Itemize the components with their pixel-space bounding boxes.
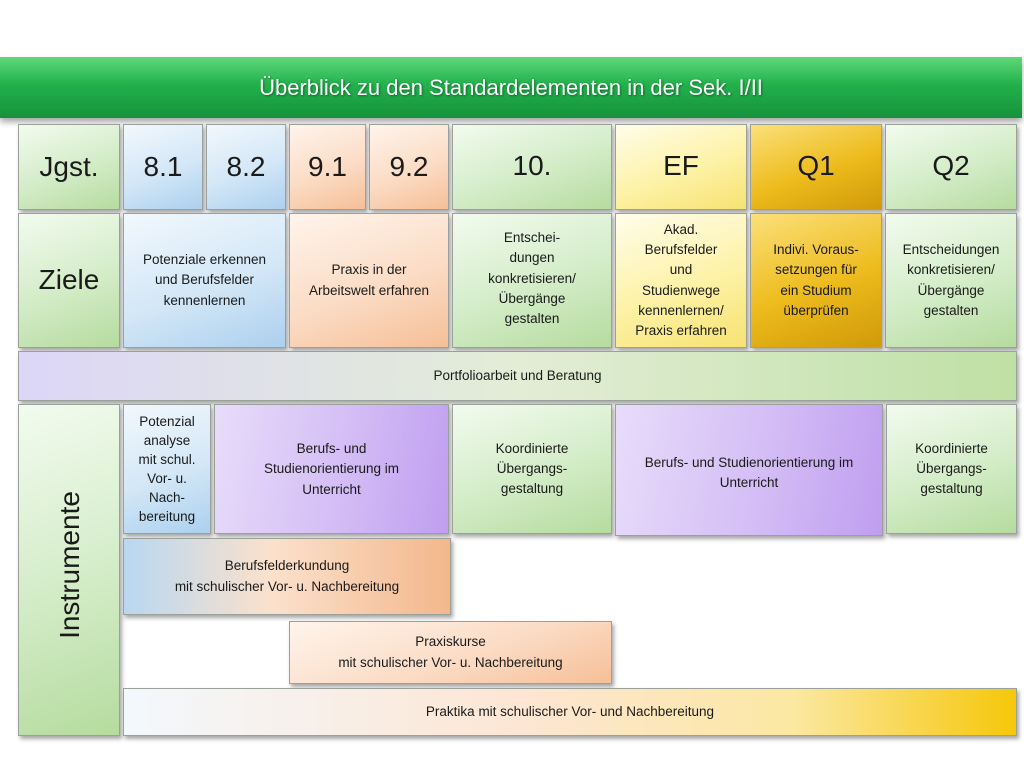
uebergang-q2-box: Koordinierte Übergangs- gestaltung (886, 404, 1017, 534)
grade-q1: Q1 (750, 124, 882, 210)
instrumente-label: Instrumente (54, 491, 85, 639)
row-label-instrumente (18, 404, 120, 736)
berufsfelderkundung-box: Berufsfelderkundung mit schulischer Vor- u. Nachbereitung (123, 538, 451, 615)
bso-sek2-box: Berufs- und Studienorientierung im Unterricht (615, 404, 883, 536)
row-label-jgst: Jgst. (18, 124, 120, 210)
potenzialanalyse-box: Potenzial analyse mit schul. Vor- u. Nach- bereitung (123, 404, 211, 534)
portfolio-bar: Portfolioarbeit und Beratung (18, 351, 1017, 401)
praktika-bar: Praktika mit schulischer Vor- und Nachbereitung (123, 688, 1017, 736)
grade-8-1: 8.1 (123, 124, 203, 210)
ziel-ef: Akad. Berufsfelder und Studienwege kennenlernen/ Praxis erfahren (615, 213, 747, 348)
grade-8-2: 8.2 (206, 124, 286, 210)
grade-9-1: 9.1 (289, 124, 366, 210)
bso-sek1-box: Berufs- und Studienorientierung im Unterricht (214, 404, 449, 534)
ziel-q2: Entscheidungen konkretisieren/ Übergänge gestalten (885, 213, 1017, 348)
grade-10: 10. (452, 124, 612, 210)
uebergang-10-box: Koordinierte Übergangs- gestaltung (452, 404, 612, 534)
ziel-10: Entschei- dungen konkretisieren/ Übergänge gestalten (452, 213, 612, 348)
grade-9-2: 9.2 (369, 124, 449, 210)
ziel-8: Potenziale erkennen und Berufsfelder kennenlernen (123, 213, 286, 348)
ziel-9: Praxis in der Arbeitswelt erfahren (289, 213, 449, 348)
ziel-q1: Indivi. Voraus- setzungen für ein Studium überprüfen (750, 213, 882, 348)
page-title: Überblick zu den Standardelementen in der Sek. I/II (0, 57, 1022, 118)
grade-q2: Q2 (885, 124, 1017, 210)
grade-ef: EF (615, 124, 747, 210)
row-label-ziele: Ziele (18, 213, 120, 348)
praxiskurse-box: Praxiskurse mit schulischer Vor- u. Nachbereitung (289, 621, 612, 684)
